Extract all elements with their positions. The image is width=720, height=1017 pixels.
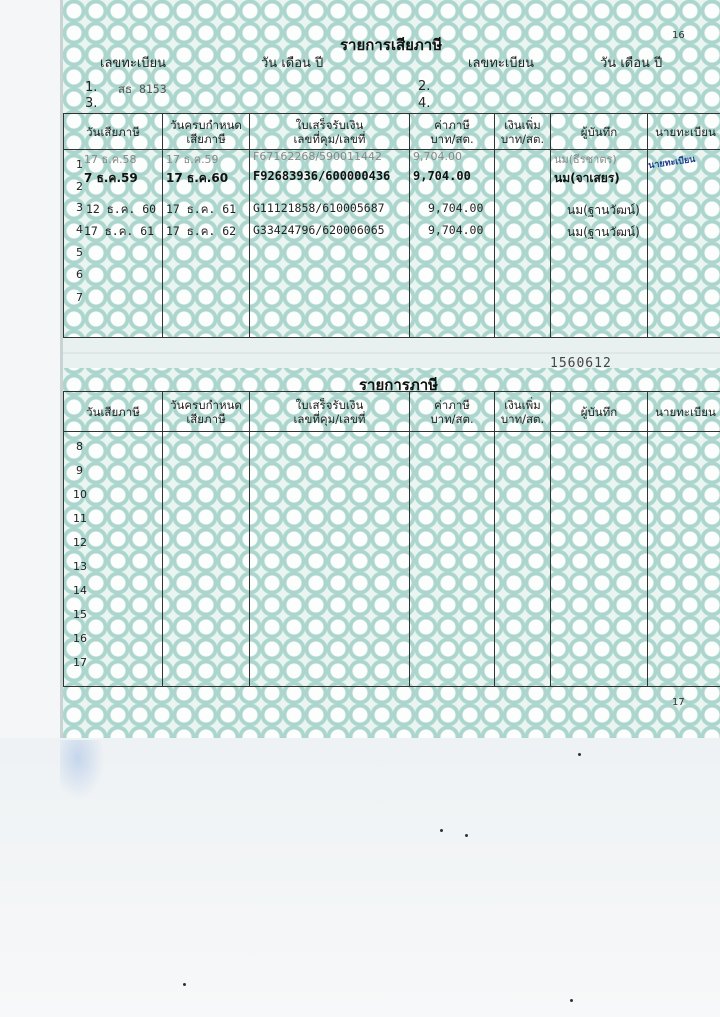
top-section-title: รายการเสียภาษี bbox=[340, 36, 443, 54]
col-recorder: ผู้บันทึก bbox=[551, 114, 648, 150]
bottom-tax-table bbox=[63, 391, 720, 687]
speck bbox=[440, 829, 443, 832]
reg-num-2: 2. bbox=[418, 79, 431, 94]
top-tax-table bbox=[63, 113, 720, 338]
cell-registrar bbox=[648, 150, 720, 338]
col-recorder-2: ผู้บันทึก bbox=[551, 392, 648, 432]
cell-row-numbers: 8 9 10 11 12 13 14 15 16 17 bbox=[64, 432, 163, 687]
reg-num-1: 1. bbox=[85, 80, 98, 95]
cell-recorders: นม(ธีรชาตร) นม(จาเสยร) นม(ฐานวัฒน์) นม(ฐานวัฒน์) bbox=[551, 150, 648, 338]
date-header-left: วัน เดือน ปี bbox=[261, 56, 324, 71]
col-extra: เงินเพิ่ม บาท/สต. bbox=[495, 114, 551, 150]
col-tax-date-2: วันเสียภาษี bbox=[64, 392, 163, 432]
ink-smudge bbox=[60, 740, 105, 800]
perforation-number: 1560612 bbox=[550, 356, 612, 371]
col-registrar-2: นายทะเบียน bbox=[648, 392, 720, 432]
col-receipt: ใบเสร็จรับเงิน เลขที่คุม/เลขที่ bbox=[250, 114, 410, 150]
tax-record-page bbox=[63, 0, 720, 738]
perforation-strip bbox=[63, 338, 720, 368]
reg-header-right: เลขทะเบียน bbox=[468, 56, 535, 71]
cell-due-dates: 17 ธ.ค.59 17 ธ.ค.60 17 ธ.ค. 61 17 ธ.ค. 62 bbox=[163, 150, 250, 338]
speck bbox=[578, 753, 581, 756]
col-extra-2: เงินเพิ่ม บาท/สต. bbox=[495, 392, 551, 432]
cell-tax-dates: 17 ธ.ค.58 1 7 ธ.ค.59 2 3 12 ธ.ค. 60 4 17 ธ.ค. 61 5 6 7 bbox=[64, 150, 163, 338]
speck bbox=[570, 999, 573, 1002]
scanner-margin bbox=[0, 738, 720, 1017]
date-header-right: วัน เดือน ปี bbox=[600, 56, 663, 71]
col-due-date-2: วันครบกำหนด เสียภาษี bbox=[163, 392, 250, 432]
reg-num-4: 4. bbox=[418, 96, 431, 111]
cell-amounts: 9,704.00 9,704.00 9,704.00 9,704.00 bbox=[410, 150, 495, 338]
reg-header-left: เลขทะเบียน bbox=[100, 56, 167, 71]
col-tax-date: วันเสียภาษี bbox=[64, 114, 163, 150]
reg-value-1: สธ 8153 bbox=[118, 82, 167, 96]
col-due-date: วันครบกำหนด เสียภาษี bbox=[163, 114, 250, 150]
bottom-section-title: รายการภาษี bbox=[359, 376, 439, 394]
page-number-bottom: 17 bbox=[672, 697, 685, 708]
col-tax-amount: ค่าภาษี บาท/สต. bbox=[410, 114, 495, 150]
speck bbox=[465, 834, 468, 837]
speck bbox=[183, 983, 186, 986]
page-number-top: 16 bbox=[672, 30, 685, 41]
col-tax-amount-2: ค่าภาษี บาท/สต. bbox=[410, 392, 495, 432]
cell-receipts: F67162268/590011442 F92683936/600000436 G11121858/610005687 G33424796/620006065 bbox=[250, 150, 410, 338]
col-registrar: นายทะเบียน bbox=[648, 114, 720, 150]
cell-extra bbox=[495, 150, 551, 338]
reg-num-3: 3. bbox=[85, 96, 98, 111]
col-receipt-2: ใบเสร็จรับเงิน เลขที่คุม/เลขที่ bbox=[250, 392, 410, 432]
registrar-stamp: นายทะเบียน bbox=[647, 154, 697, 172]
